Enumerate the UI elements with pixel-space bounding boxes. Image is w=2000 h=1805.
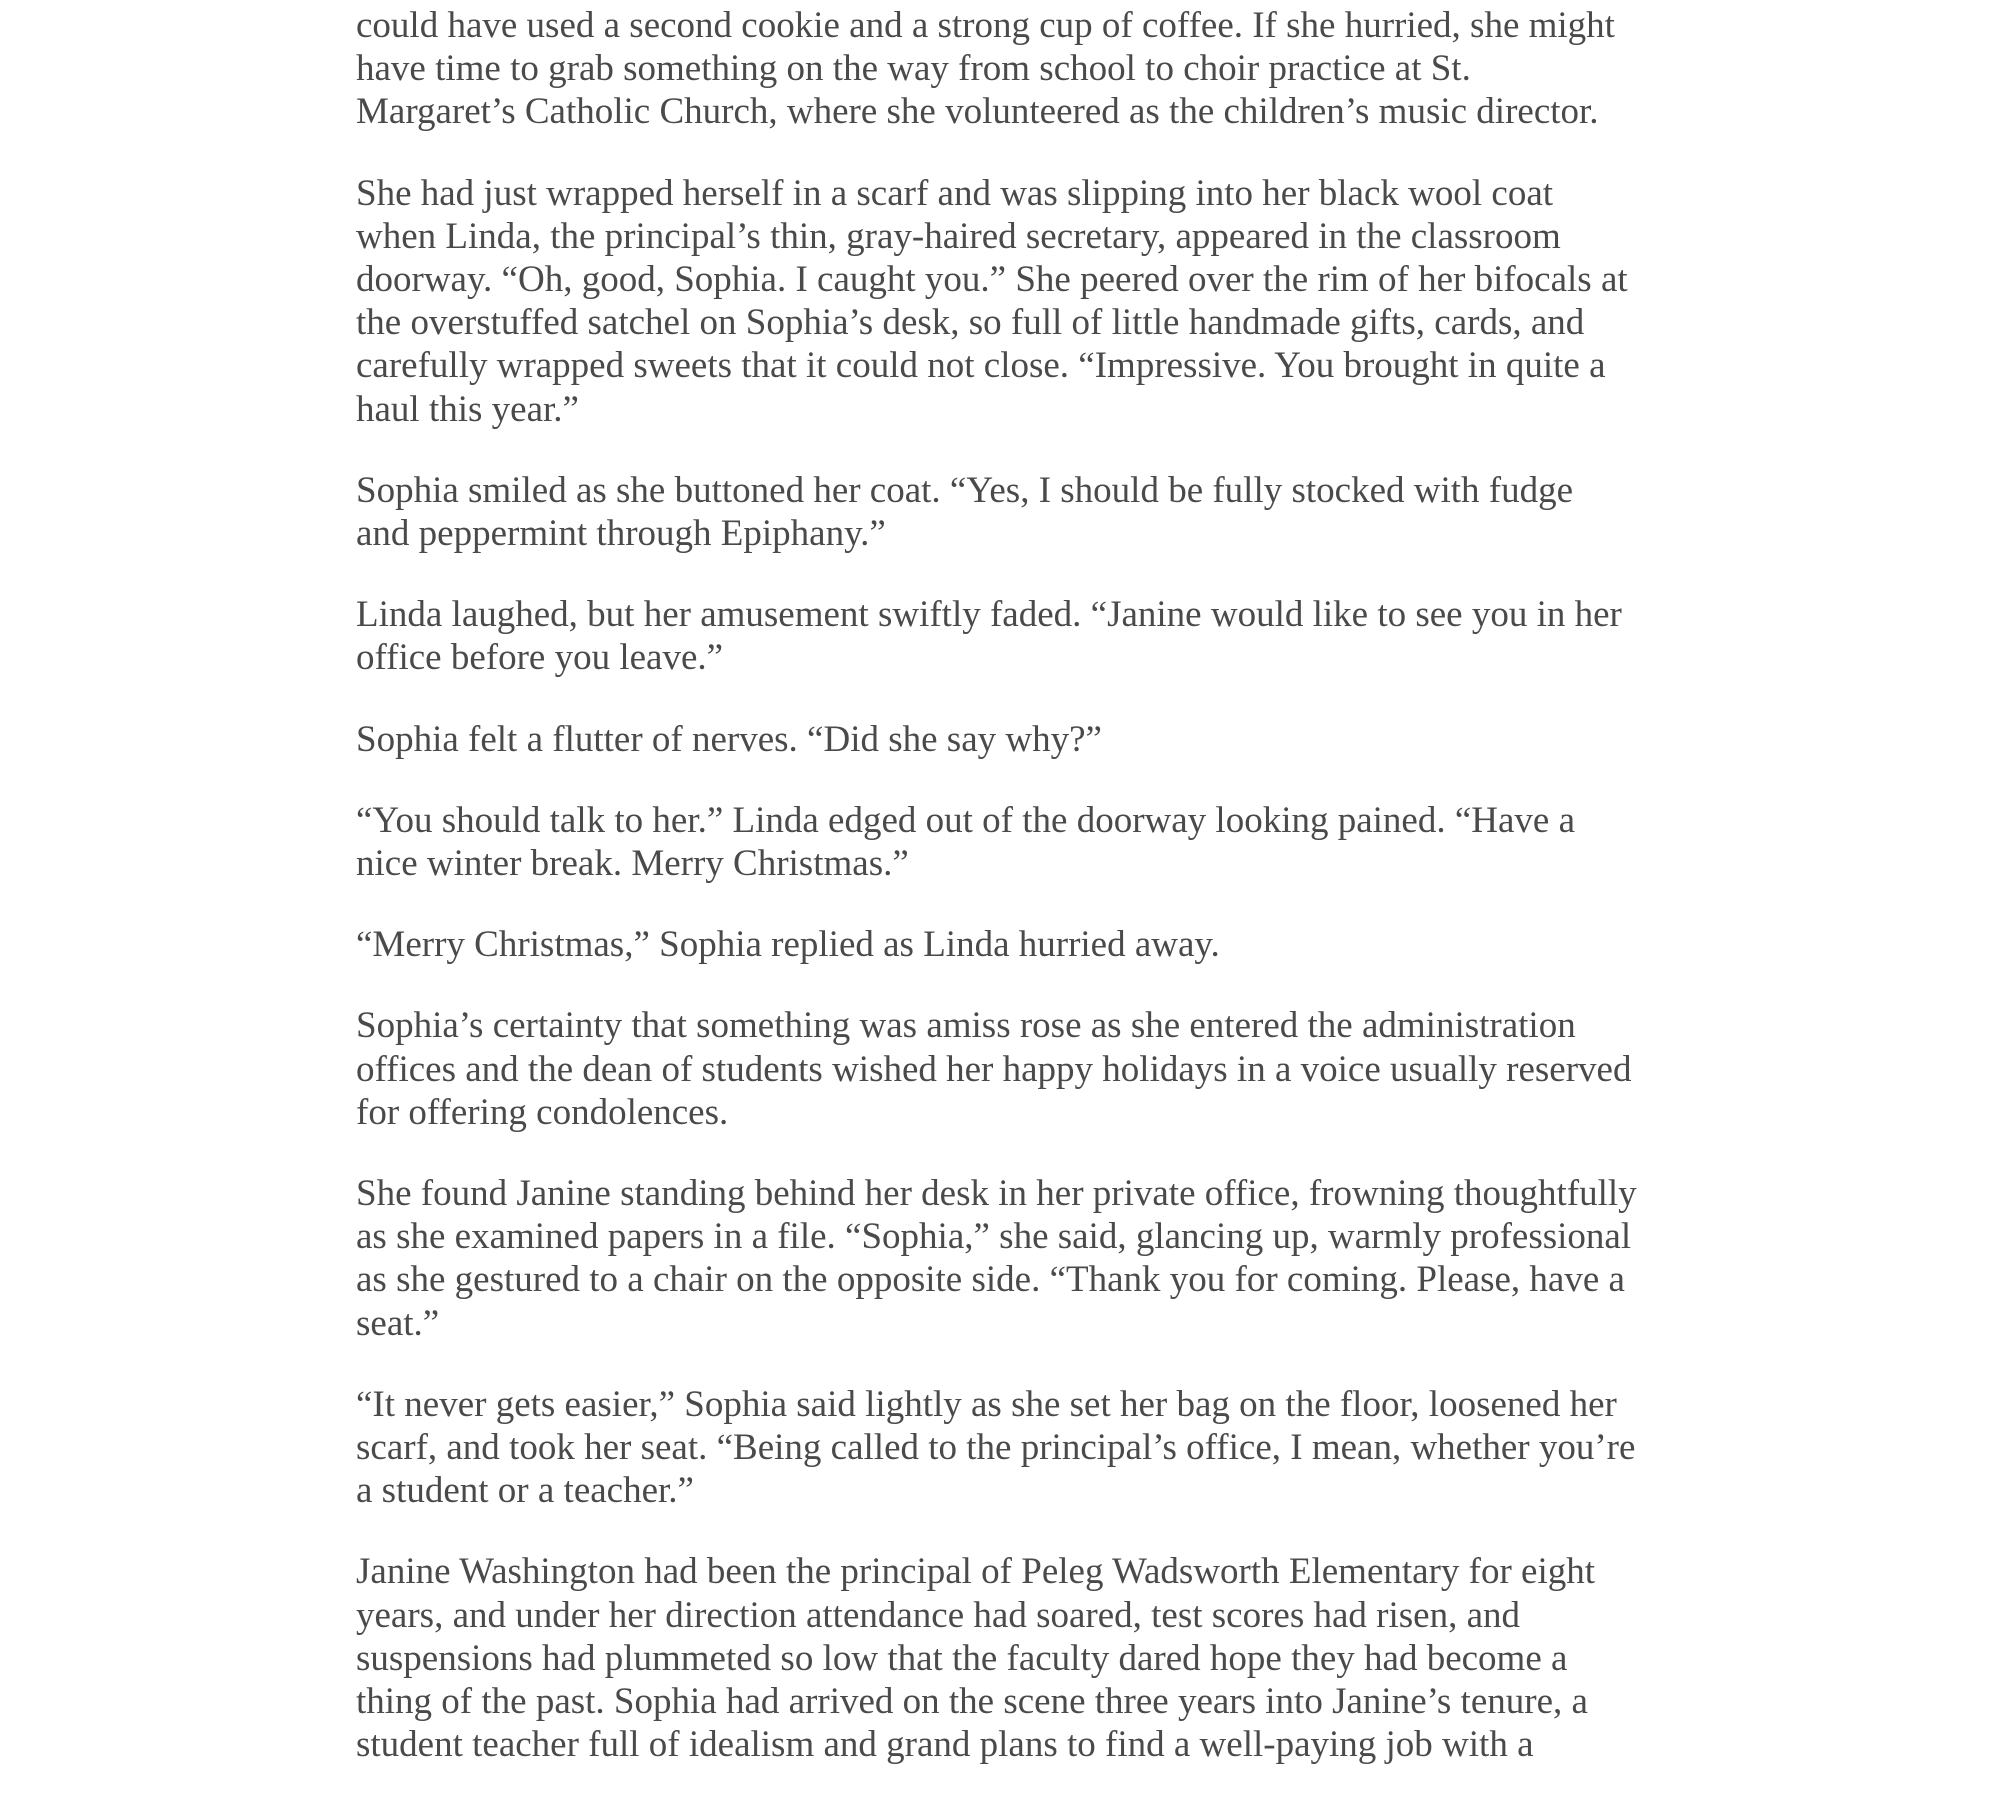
text-line: as she examined papers in a file. “Sophia,” she said, glancing up, warmly professional	[356, 1216, 1632, 1258]
text-line: haul this year.”	[356, 388, 579, 430]
text-line: Margaret’s Catholic Church, where she volunteered as the children’s music director.	[356, 91, 1599, 133]
text-line: Sophia felt a flutter of nerves. “Did she say why?”	[356, 718, 1102, 760]
text-line: have time to grab something on the way from school to choir practice at St.	[356, 48, 1471, 90]
paragraph	[356, 1172, 1676, 1345]
paragraph	[356, 718, 1676, 761]
text-line: and peppermint through Epiphany.”	[356, 513, 886, 555]
paragraph	[356, 923, 1676, 966]
text-line: seat.”	[356, 1302, 440, 1344]
text-line: “You should talk to her.” Linda edged out of the doorway looking pained. “Have a	[356, 799, 1576, 841]
text-line: suspensions had plummeted so low that the faculty dared hope they had become a	[356, 1637, 1568, 1679]
text-line: offices and the dean of students wished her happy holidays in a voice usually reserved	[356, 1048, 1632, 1090]
text-line: Janine Washington had been the principal of Peleg Wadsworth Elementary for eight	[356, 1551, 1596, 1593]
text-line: student teacher full of idealism and grand plans to find a well-paying job with a	[356, 1724, 1534, 1766]
paragraph	[356, 469, 1676, 555]
text-line: “It never gets easier,” Sophia said lightly as she set her bag on the floor, loosened her	[356, 1383, 1617, 1425]
text-line: office before you leave.”	[356, 637, 724, 679]
paragraph	[356, 172, 1676, 431]
paragraph	[356, 799, 1676, 885]
paragraph	[356, 1550, 1676, 1766]
text-line: when Linda, the principal’s thin, gray-haired secretary, appeared in the classroom	[356, 215, 1561, 257]
text-line: years, and under her direction attendance had soared, test scores had risen, and	[356, 1594, 1521, 1636]
text-line: the overstuffed satchel on Sophia’s desk, so full of little handmade gifts, cards, and	[356, 302, 1585, 344]
text-line: She found Janine standing behind her desk in her private office, frowning thoughtfully	[356, 1173, 1637, 1215]
text-line: thing of the past. Sophia had arrived on the scene three years into Janine’s tenure, a	[356, 1681, 1588, 1723]
text-line: as she gestured to a chair on the opposite side. “Thank you for coming. Please, have a	[356, 1259, 1625, 1301]
paragraph	[356, 1383, 1676, 1513]
text-line: She had just wrapped herself in a scarf and was slipping into her black wool coat	[356, 172, 1554, 214]
text-line: a student or a teacher.”	[356, 1470, 694, 1512]
paragraph	[356, 1004, 1676, 1134]
text-line: for offering condolences.	[356, 1091, 729, 1133]
document-page	[356, 0, 1676, 1805]
text-line: doorway. “Oh, good, Sophia. I caught you.” She peered over the rim of her bifocals at	[356, 259, 1628, 301]
paragraph	[356, 4, 1676, 134]
text-line: “Merry Christmas,” Sophia replied as Linda hurried away.	[356, 924, 1220, 966]
text-line: nice winter break. Merry Christmas.”	[356, 843, 909, 885]
text-line: Sophia’s certainty that something was amiss rose as she entered the administration	[356, 1005, 1576, 1047]
text-line: Linda laughed, but her amusement swiftly faded. “Janine would like to see you in her	[356, 594, 1622, 636]
text-line: Sophia smiled as she buttoned her coat. “Yes, I should be fully stocked with fudge	[356, 469, 1574, 511]
paragraph	[356, 593, 1676, 679]
text-line: carefully wrapped sweets that it could not close. “Impressive. You brought in quite a	[356, 345, 1606, 387]
text-line: could have used a second cookie and a strong cup of coffee. If she hurried, she might	[356, 5, 1615, 46]
text-line: scarf, and took her seat. “Being called to the principal’s office, I mean, whether you’re	[356, 1427, 1636, 1469]
